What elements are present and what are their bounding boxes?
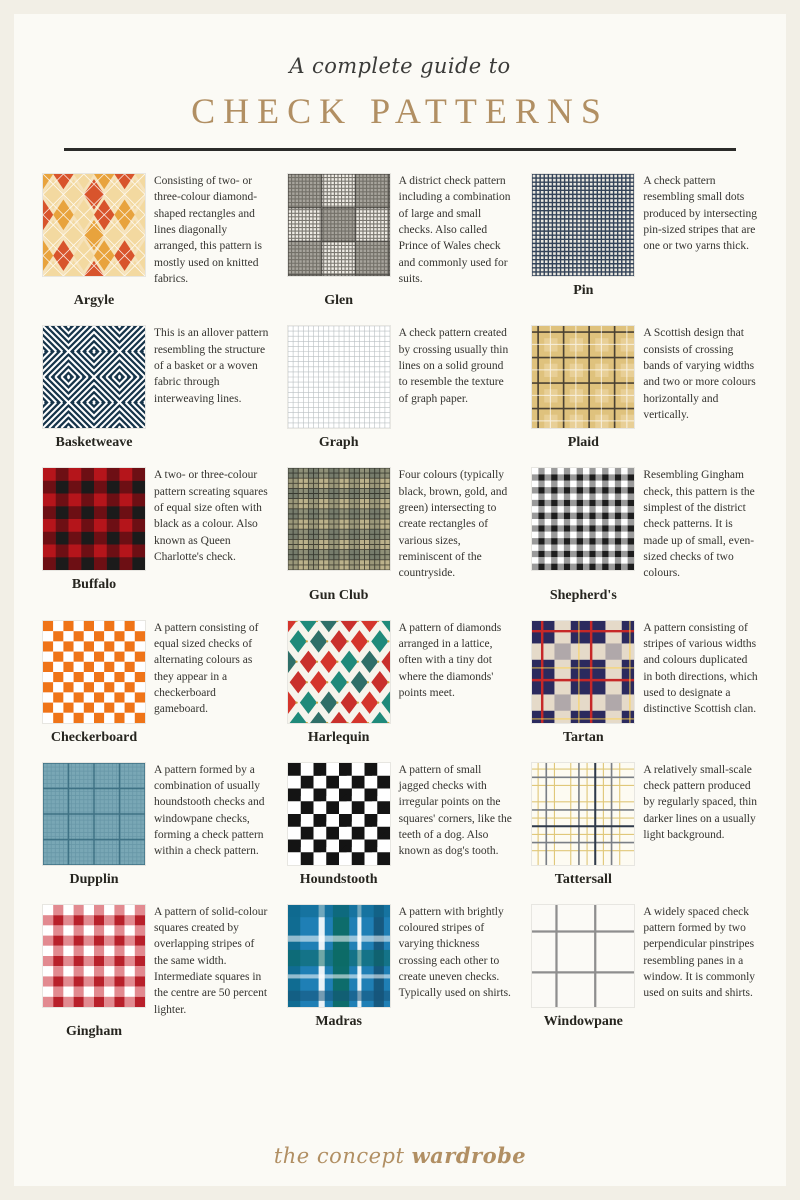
pattern-description: A pattern of solid-colour squares created by overlapping stripes of the same width. Intermediate squares in the centre are 50 percent lighter. xyxy=(154,905,268,1016)
pattern-label: Harlequin xyxy=(307,729,370,745)
pattern-label: Checkerboard xyxy=(50,729,138,745)
pattern-label: Basketweave xyxy=(55,435,133,451)
pattern-description: A pattern of small jagged checks with irregular points on the squares' corners, like the teeth of a dog. Also known as dog's tooth. xyxy=(398,763,512,858)
pattern-label: Tartan xyxy=(562,729,604,745)
brand-logo xyxy=(14,1143,786,1168)
pattern-swatch-tattersall xyxy=(531,762,635,866)
pattern-label: Argyle xyxy=(73,293,115,309)
pattern-description: A check pattern resembling small dots produced by intersecting pin-sized stripes that are one or two yarns thick. xyxy=(643,175,758,253)
header-divider xyxy=(64,148,736,151)
pattern-swatch-houndstooth xyxy=(287,762,391,866)
pattern-swatch-windowpane xyxy=(531,904,635,1008)
pattern-swatch-pin xyxy=(531,173,635,277)
pattern-card-body xyxy=(287,762,514,866)
pattern-label: Houndstooth xyxy=(299,871,378,887)
pattern-swatch-graph xyxy=(287,325,391,429)
pattern-description: Consisting of two- or three-colour diamond-shaped rectangles and lines diagonally arranged, this pattern is mostly used on knitted fabrics. xyxy=(154,175,262,285)
pattern-label: Gingham xyxy=(65,1023,122,1039)
pattern-card xyxy=(42,173,269,309)
pattern-card-body xyxy=(531,762,758,866)
pattern-card-body xyxy=(531,467,758,581)
pattern-card xyxy=(287,325,514,451)
poster-footer xyxy=(14,1143,786,1168)
pattern-card-body xyxy=(287,173,514,287)
pattern-label: Madras xyxy=(315,1013,362,1029)
pattern-description: A relatively small-scale check pattern produced by regularly spaced, thin darker lines on a usually light background. xyxy=(643,763,758,841)
pattern-card xyxy=(531,620,758,746)
pattern-description: A two- or three-colour pattern screating squares of equal size often with black as a colour. Also known as Queen Charlotte's check. xyxy=(154,469,268,563)
pattern-description: This is an allover pattern resembling the structure of a basket or a woven fabric through interweaving lines. xyxy=(154,327,269,405)
pattern-label: Windowpane xyxy=(543,1013,623,1029)
pattern-swatch-checkerboard xyxy=(42,620,146,724)
pattern-description: A pattern consisting of equal sized checks of alternating colours as they appear in a checkerboard gameboard. xyxy=(154,621,259,716)
pattern-card xyxy=(42,762,269,888)
pattern-label: Plaid xyxy=(567,435,599,451)
pattern-card xyxy=(287,173,514,309)
pattern-label: Shepherd's xyxy=(549,587,617,603)
pattern-card-body xyxy=(287,325,514,429)
pattern-description: A Scottish design that consists of crossing bands of varying widths and two or more colours horizontally and vertically. xyxy=(643,327,756,421)
pattern-card-body xyxy=(42,173,269,287)
pattern-label: Buffalo xyxy=(71,577,117,593)
pattern-card-body xyxy=(42,620,269,724)
pattern-card-body xyxy=(42,762,269,866)
pattern-card xyxy=(287,762,514,888)
pattern-card xyxy=(531,904,758,1040)
pattern-description: A pattern with brightly coloured stripes of varying thickness crossing each other to create uneven checks. Typically used on shirts. xyxy=(398,905,511,1000)
pattern-card xyxy=(42,467,269,603)
pattern-swatch-basketweave xyxy=(42,325,146,429)
pattern-swatch-dupplin xyxy=(42,762,146,866)
pattern-label: Tattersall xyxy=(554,871,612,887)
pattern-swatch-buffalo xyxy=(42,467,146,571)
pattern-swatch-plaid xyxy=(531,325,635,429)
pattern-swatch-harlequin xyxy=(287,620,391,724)
pattern-card-body xyxy=(531,904,758,1008)
pattern-card-body xyxy=(287,467,514,581)
pattern-card-body xyxy=(42,325,269,429)
pattern-card-body xyxy=(531,325,758,429)
brand-bold: wardrobe xyxy=(411,1143,527,1168)
pattern-label: Graph xyxy=(318,435,359,451)
pattern-description: A pattern consisting of stripes of various widths and colours duplicated in both directions, which used to designate a distinctive Scottish clan. xyxy=(643,621,758,716)
pattern-card xyxy=(287,467,514,603)
pattern-card xyxy=(287,904,514,1040)
brand-light: the concept xyxy=(273,1144,412,1168)
pattern-label: Pin xyxy=(573,283,594,298)
pattern-description: Four colours (typically black, brown, gold, and green) intersecting to create rectangles of various sizes, reminiscent of the countryside. xyxy=(398,469,508,580)
pattern-swatch-gunclub xyxy=(287,467,391,571)
pattern-card xyxy=(42,325,269,451)
pattern-label: Gun Club xyxy=(308,587,369,603)
pattern-card-body xyxy=(42,467,269,571)
pattern-swatch-argyle xyxy=(42,173,146,277)
pattern-card xyxy=(531,762,758,888)
poster-sheet xyxy=(14,14,786,1186)
pattern-swatch-shepherds xyxy=(531,467,635,571)
pattern-card xyxy=(42,620,269,746)
pattern-description: A district check pattern including a combination of large and small checks. Also called Prince of Wales check and commonly used for suits. xyxy=(398,175,511,285)
pattern-swatch-tartan xyxy=(531,620,635,724)
pattern-card xyxy=(531,467,758,603)
pattern-description: A widely spaced check pattern formed by two perpendicular pinstripes resembling panes in a window. It is commonly used on suits and shirts. xyxy=(643,905,756,1000)
pattern-card xyxy=(531,173,758,309)
pattern-label: Glen xyxy=(324,293,354,309)
page-title: CHECK PATTERNS xyxy=(191,91,609,131)
pattern-card-body xyxy=(287,904,514,1008)
pattern-description: A check pattern created by crossing usually thin lines on a solid ground to resemble the texture of graph paper. xyxy=(398,327,509,405)
pattern-card-body xyxy=(531,173,758,277)
pattern-label: Dupplin xyxy=(69,871,119,887)
poster-header xyxy=(42,38,758,132)
pattern-swatch-gingham xyxy=(42,904,146,1008)
pattern-card xyxy=(531,325,758,451)
pattern-swatch-glen xyxy=(287,173,391,277)
pattern-grid xyxy=(42,173,758,1040)
pattern-description: Resembling Gingham check, this pattern is the simplest of the district check patterns. It is made up of small, even-sized checks of two colours. xyxy=(643,469,755,580)
pattern-card xyxy=(42,904,269,1040)
header-subtitle: A complete guide to xyxy=(289,54,511,78)
pattern-card-body xyxy=(287,620,514,724)
pattern-description: A pattern of diamonds arranged in a lattice, often with a tiny dot where the diamonds' points meet. xyxy=(398,621,502,699)
pattern-description: A pattern formed by a combination of usually houndstooth checks and windowpane checks, forming a check pattern within a check pattern. xyxy=(154,763,265,858)
pattern-card-body xyxy=(531,620,758,724)
pattern-card-body xyxy=(42,904,269,1018)
pattern-swatch-madras xyxy=(287,904,391,1008)
pattern-card xyxy=(287,620,514,746)
